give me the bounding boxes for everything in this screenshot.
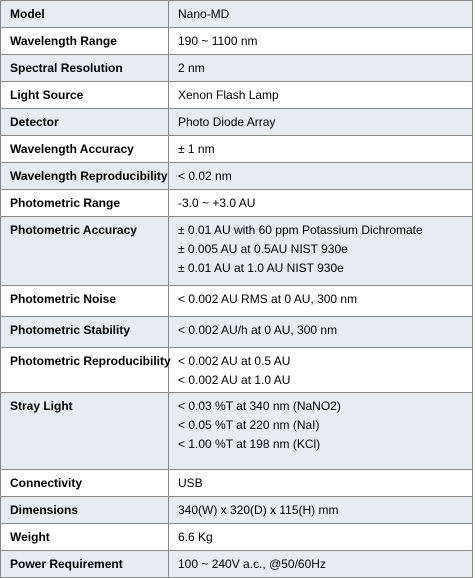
- spec-label: Wavelength Reproducibility: [1, 163, 169, 190]
- spec-row-photometric-stability: [1, 317, 473, 348]
- spec-label: Model: [1, 1, 169, 28]
- spec-label: Weight: [1, 524, 169, 551]
- spec-value-line: < 0.002 AU/h at 0 AU, 300 nm: [178, 323, 338, 337]
- spec-value: [169, 1, 473, 28]
- spec-value-line: < 0.03 %T at 340 nm (NaNO2): [178, 399, 341, 413]
- spec-row-wavelength-range: [1, 28, 473, 55]
- spec-row-light-source: [1, 82, 473, 109]
- spec-row-connectivity: [1, 470, 473, 497]
- spec-label: Photometric Reproducibility: [1, 348, 169, 393]
- spec-label: Wavelength Range: [1, 28, 169, 55]
- spec-value-line: < 0.05 %T at 220 nm (NaI): [178, 418, 320, 432]
- spec-value-line: Xenon Flash Lamp: [178, 88, 279, 102]
- spec-value-line: ± 0.01 AU with 60 ppm Potassium Dichromate: [178, 223, 423, 237]
- spec-label: Photometric Accuracy: [1, 217, 169, 286]
- spec-value: [169, 497, 473, 524]
- spec-value: [169, 109, 473, 136]
- spec-label: Light Source: [1, 82, 169, 109]
- spec-row-photometric-noise: [1, 286, 473, 317]
- spec-row-photometric-accuracy: [1, 217, 473, 286]
- spec-value: [169, 524, 473, 551]
- spec-value-line: 340(W) x 320(D) x 115(H) mm: [178, 503, 339, 517]
- spec-value-line: < 0.002 AU at 1.0 AU: [178, 373, 291, 387]
- spec-value: [169, 28, 473, 55]
- spec-value: [169, 286, 473, 317]
- spec-value: [169, 136, 473, 163]
- spec-value: [169, 55, 473, 82]
- spec-value-line: ± 1 nm: [178, 142, 215, 156]
- spec-value-line: ± 0.01 AU at 1.0 AU NIST 930e: [178, 261, 344, 275]
- spec-label: Photometric Stability: [1, 317, 169, 348]
- spec-value-line: < 0.002 AU at 0.5 AU: [178, 354, 291, 368]
- spec-label: Wavelength Accuracy: [1, 136, 169, 163]
- spec-label: Connectivity: [1, 470, 169, 497]
- spec-label: Dimensions: [1, 497, 169, 524]
- spec-value-line: -3.0 ~ +3.0 AU: [178, 196, 256, 210]
- spec-value-line: < 0.02 nm: [178, 169, 232, 183]
- spec-value-line: Nano-MD: [178, 7, 230, 21]
- spec-row-stray-light: [1, 393, 473, 470]
- spec-value-line: < 1.00 %T at 198 nm (KCl): [178, 437, 321, 451]
- spec-value: [169, 163, 473, 190]
- spec-value: [169, 393, 473, 470]
- spec-row-weight: [1, 524, 473, 551]
- spec-label: Photometric Range: [1, 190, 169, 217]
- spec-row-photometric-range: [1, 190, 473, 217]
- spec-label: Detector: [1, 109, 169, 136]
- spec-value: [169, 217, 473, 286]
- spec-value-line: Photo Diode Array: [178, 115, 276, 129]
- spec-value-line: USB: [178, 476, 203, 490]
- spec-value-line: 100 ~ 240V a.c., @50/60Hz: [178, 557, 326, 571]
- spec-label: Spectral Resolution: [1, 55, 169, 82]
- spec-value: [169, 190, 473, 217]
- spec-row-photometric-reproducibility: [1, 348, 473, 393]
- spec-label: Power Requirement: [1, 551, 169, 578]
- spec-row-wavelength-reproducibility: [1, 163, 473, 190]
- spec-label: Stray Light: [1, 393, 169, 470]
- spec-value: [169, 470, 473, 497]
- spec-value: [169, 317, 473, 348]
- spec-value-line: 2 nm: [178, 61, 205, 75]
- spec-row-model: [1, 1, 473, 28]
- spec-row-dimensions: [1, 497, 473, 524]
- spec-value-line: ± 0.005 AU at 0.5AU NIST 930e: [178, 242, 348, 256]
- spec-value-line: 190 ~ 1100 nm: [178, 34, 258, 48]
- spec-value-line: < 0.002 AU RMS at 0 AU, 300 nm: [178, 292, 358, 306]
- spec-row-spectral-resolution: [1, 55, 473, 82]
- spec-row-detector: [1, 109, 473, 136]
- spec-row-wavelength-accuracy: [1, 136, 473, 163]
- spec-value: [169, 551, 473, 578]
- spec-value: [169, 348, 473, 393]
- spec-value: [169, 82, 473, 109]
- spec-row-power-requirement: [1, 551, 473, 578]
- spec-value-line: 6.6 Kg: [178, 530, 213, 544]
- spec-label: Photometric Noise: [1, 286, 169, 317]
